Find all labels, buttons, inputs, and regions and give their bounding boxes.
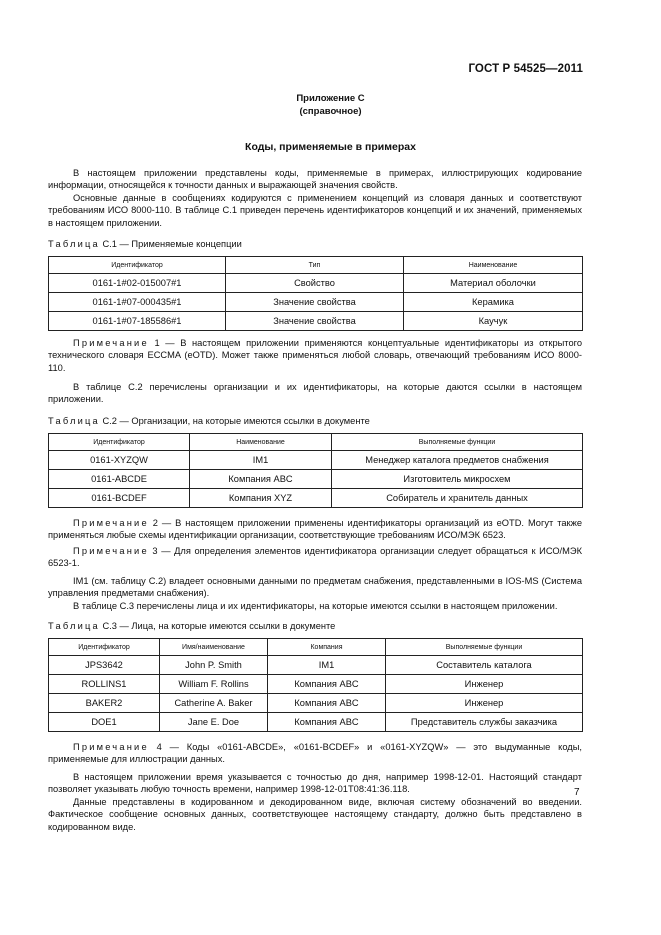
- note-3: [48, 545, 582, 570]
- paragraph-organizations: В таблице С.2 перечислены организации и их идентификаторы, на которые даются ссылки в настоящем приложении.: [48, 382, 582, 405]
- column-header: Наименование: [190, 434, 332, 451]
- table-cell: Представитель службы заказчика: [386, 713, 583, 732]
- table-cell: JPS3642: [49, 656, 160, 675]
- table-row: [49, 489, 583, 508]
- table1-title: — Применяемые концепции: [119, 239, 242, 249]
- table-cell: Керамика: [404, 293, 583, 312]
- table-cell: 0161-ABCDE: [49, 470, 190, 489]
- table-row: [49, 713, 583, 732]
- paragraph-persons: В таблице С.3 перечислены лица и их идентификаторы, на которые имеются ссылки в настоящем приложении.: [73, 601, 558, 611]
- table-cell: DOE1: [49, 713, 160, 732]
- column-header: Выполняемые функции: [386, 639, 583, 656]
- table-cell: 0161-1#07-000435#1: [49, 293, 226, 312]
- table-cell: 0161-1#02-015007#1: [49, 274, 226, 293]
- table-cell: Компания ABC: [268, 713, 386, 732]
- table-cell: Инженер: [386, 694, 583, 713]
- table-cell: Компания XYZ: [190, 489, 332, 508]
- note-text: — В настоящем приложении применяются концептуальные идентификаторы из открытого технического словаря ECCMA (eOTD). Может также применяться любой словарь, отвечающий требованиям ИСО 8000-110.: [48, 338, 582, 373]
- note-number: 3: [152, 546, 158, 556]
- table-header-row: [49, 434, 583, 451]
- standard-code: ГОСТ Р 54525—2011: [468, 63, 583, 75]
- appendix-subtitle: (справочное): [299, 106, 362, 117]
- column-header: Идентификатор: [49, 257, 226, 274]
- column-header: Идентификатор: [49, 434, 190, 451]
- note-label: Примечание: [73, 338, 149, 348]
- appendix-title: Приложение С: [296, 93, 365, 104]
- table3-title: — Лица, на которые имеются ссылки в документе: [119, 621, 336, 631]
- table-cell: IM1: [190, 451, 332, 470]
- column-header: Идентификатор: [49, 639, 160, 656]
- paragraph-intro: В настоящем приложении представлены коды, применяемые в примерах, иллюстрирующих кодирование информации, относящейся к точности данных и выражающей значения свойств.: [48, 168, 582, 191]
- table3-caption: [48, 620, 335, 632]
- table-row: [49, 274, 583, 293]
- table2-number: С.2: [102, 416, 117, 426]
- table-row: [49, 293, 583, 312]
- table-cell: IM1: [268, 656, 386, 675]
- table-cell: Компания ABC: [268, 675, 386, 694]
- column-header: Выполняемые функции: [332, 434, 583, 451]
- column-header: Компания: [268, 639, 386, 656]
- table-cell: Материал оболочки: [404, 274, 583, 293]
- table-header-row: [49, 639, 583, 656]
- note-2: [48, 517, 582, 542]
- table-cell: William F. Rollins: [160, 675, 268, 694]
- note-label: Примечание: [73, 518, 149, 528]
- table-row: [49, 451, 583, 470]
- note-1: [48, 337, 582, 374]
- table-cell: 0161-BCDEF: [49, 489, 190, 508]
- note-number: 4: [156, 742, 162, 752]
- table-row: [49, 470, 583, 489]
- table2-title: — Организации, на которые имеются ссылки в документе: [119, 416, 370, 426]
- table-row: [49, 312, 583, 331]
- table3-label: Таблица: [48, 621, 100, 631]
- table1-number: С.1: [102, 239, 117, 249]
- table-cell: 0161-XYZQW: [49, 451, 190, 470]
- column-header: Наименование: [404, 257, 583, 274]
- page-number: 7: [574, 787, 580, 798]
- note-text: — Коды «0161-ABCDE», «0161-BCDEF» и «0161-XYZQW» — это выдуманные коды, применяемые для иллюстрации данных.: [48, 742, 582, 765]
- table2-caption: [48, 415, 370, 427]
- table-cell: Jane E. Doe: [160, 713, 268, 732]
- note-4: [48, 741, 582, 766]
- table-cell: ROLLINS1: [49, 675, 160, 694]
- table-organizations: [48, 433, 583, 508]
- table1-caption: [48, 238, 242, 250]
- table-row: [49, 675, 583, 694]
- note-text: — Для определения элементов идентификатора организации следует обращаться к ИСО/МЭК 6523-1.: [48, 546, 582, 569]
- table-cell: Составитель каталога: [386, 656, 583, 675]
- table-cell: BAKER2: [49, 694, 160, 713]
- table-cell: Собиратель и хранитель данных: [332, 489, 583, 508]
- paragraph-encoding: Данные представлены в кодированном и декодированном виде, включая систему обозначений во введении. Фактическое сообщение основных данных, соответствующее настоящему стандарту, должно быть представлено в кодированном виде.: [48, 797, 582, 832]
- table-cell: John P. Smith: [160, 656, 268, 675]
- note-number: 2: [152, 518, 158, 528]
- table-cell: Компания ABC: [268, 694, 386, 713]
- column-header: Тип: [226, 257, 404, 274]
- table-cell: Catherine A. Baker: [160, 694, 268, 713]
- note-label: Примечание: [73, 546, 149, 556]
- note-text: — В настоящем приложении применены идентификаторы организаций из eOTD. Могут также применяться любые схемы идентификации организации, соответствующие требованиям ИСО/МЭК 6523.: [48, 518, 582, 541]
- table-cell: Значение свойства: [226, 312, 404, 331]
- section-title: Коды, применяемые в примерах: [245, 141, 416, 153]
- table-cell: Изготовитель микросхем: [332, 470, 583, 489]
- table-row: [49, 656, 583, 675]
- table-header-row: [49, 257, 583, 274]
- note-number: 1: [154, 338, 160, 348]
- table-cell: Свойство: [226, 274, 404, 293]
- paragraph-time-precision: В настоящем приложении время указывается с точностью до дня, например 1998-12-01. Настоящий стандарт позволяет указывать любую точность времени, например 1998-12-01T08:41:36.118.: [48, 772, 582, 795]
- table-cell: Значение свойства: [226, 293, 404, 312]
- paragraph-im1: IM1 (см. таблицу С.2) владеет основными данными по предметам снабжения, представленными в IOS-MS (Система управления предметами снабжения).: [48, 576, 582, 599]
- table-cell: Каучук: [404, 312, 583, 331]
- table-cell: Инженер: [386, 675, 583, 694]
- table-cell: Компания ABC: [190, 470, 332, 489]
- table2-label: Таблица: [48, 416, 100, 426]
- note-label: Примечание: [73, 742, 149, 752]
- table3-number: С.3: [102, 621, 117, 631]
- column-header: Имя/наименование: [160, 639, 268, 656]
- table-persons: [48, 638, 583, 732]
- table-cell: Менеджер каталога предметов снабжения: [332, 451, 583, 470]
- table-concepts: [48, 256, 583, 331]
- table1-label: Таблица: [48, 239, 100, 249]
- paragraph-data-dictionary: Основные данные в сообщениях кодируются с применением концепций из словаря данных и соответствуют требованиям ИСО 8000-110. В таблице С.1 приведен перечень идентификаторов концепций и их значений, применяемых в настоящем приложении.: [48, 193, 582, 228]
- table-row: [49, 694, 583, 713]
- table-cell: 0161-1#07-185586#1: [49, 312, 226, 331]
